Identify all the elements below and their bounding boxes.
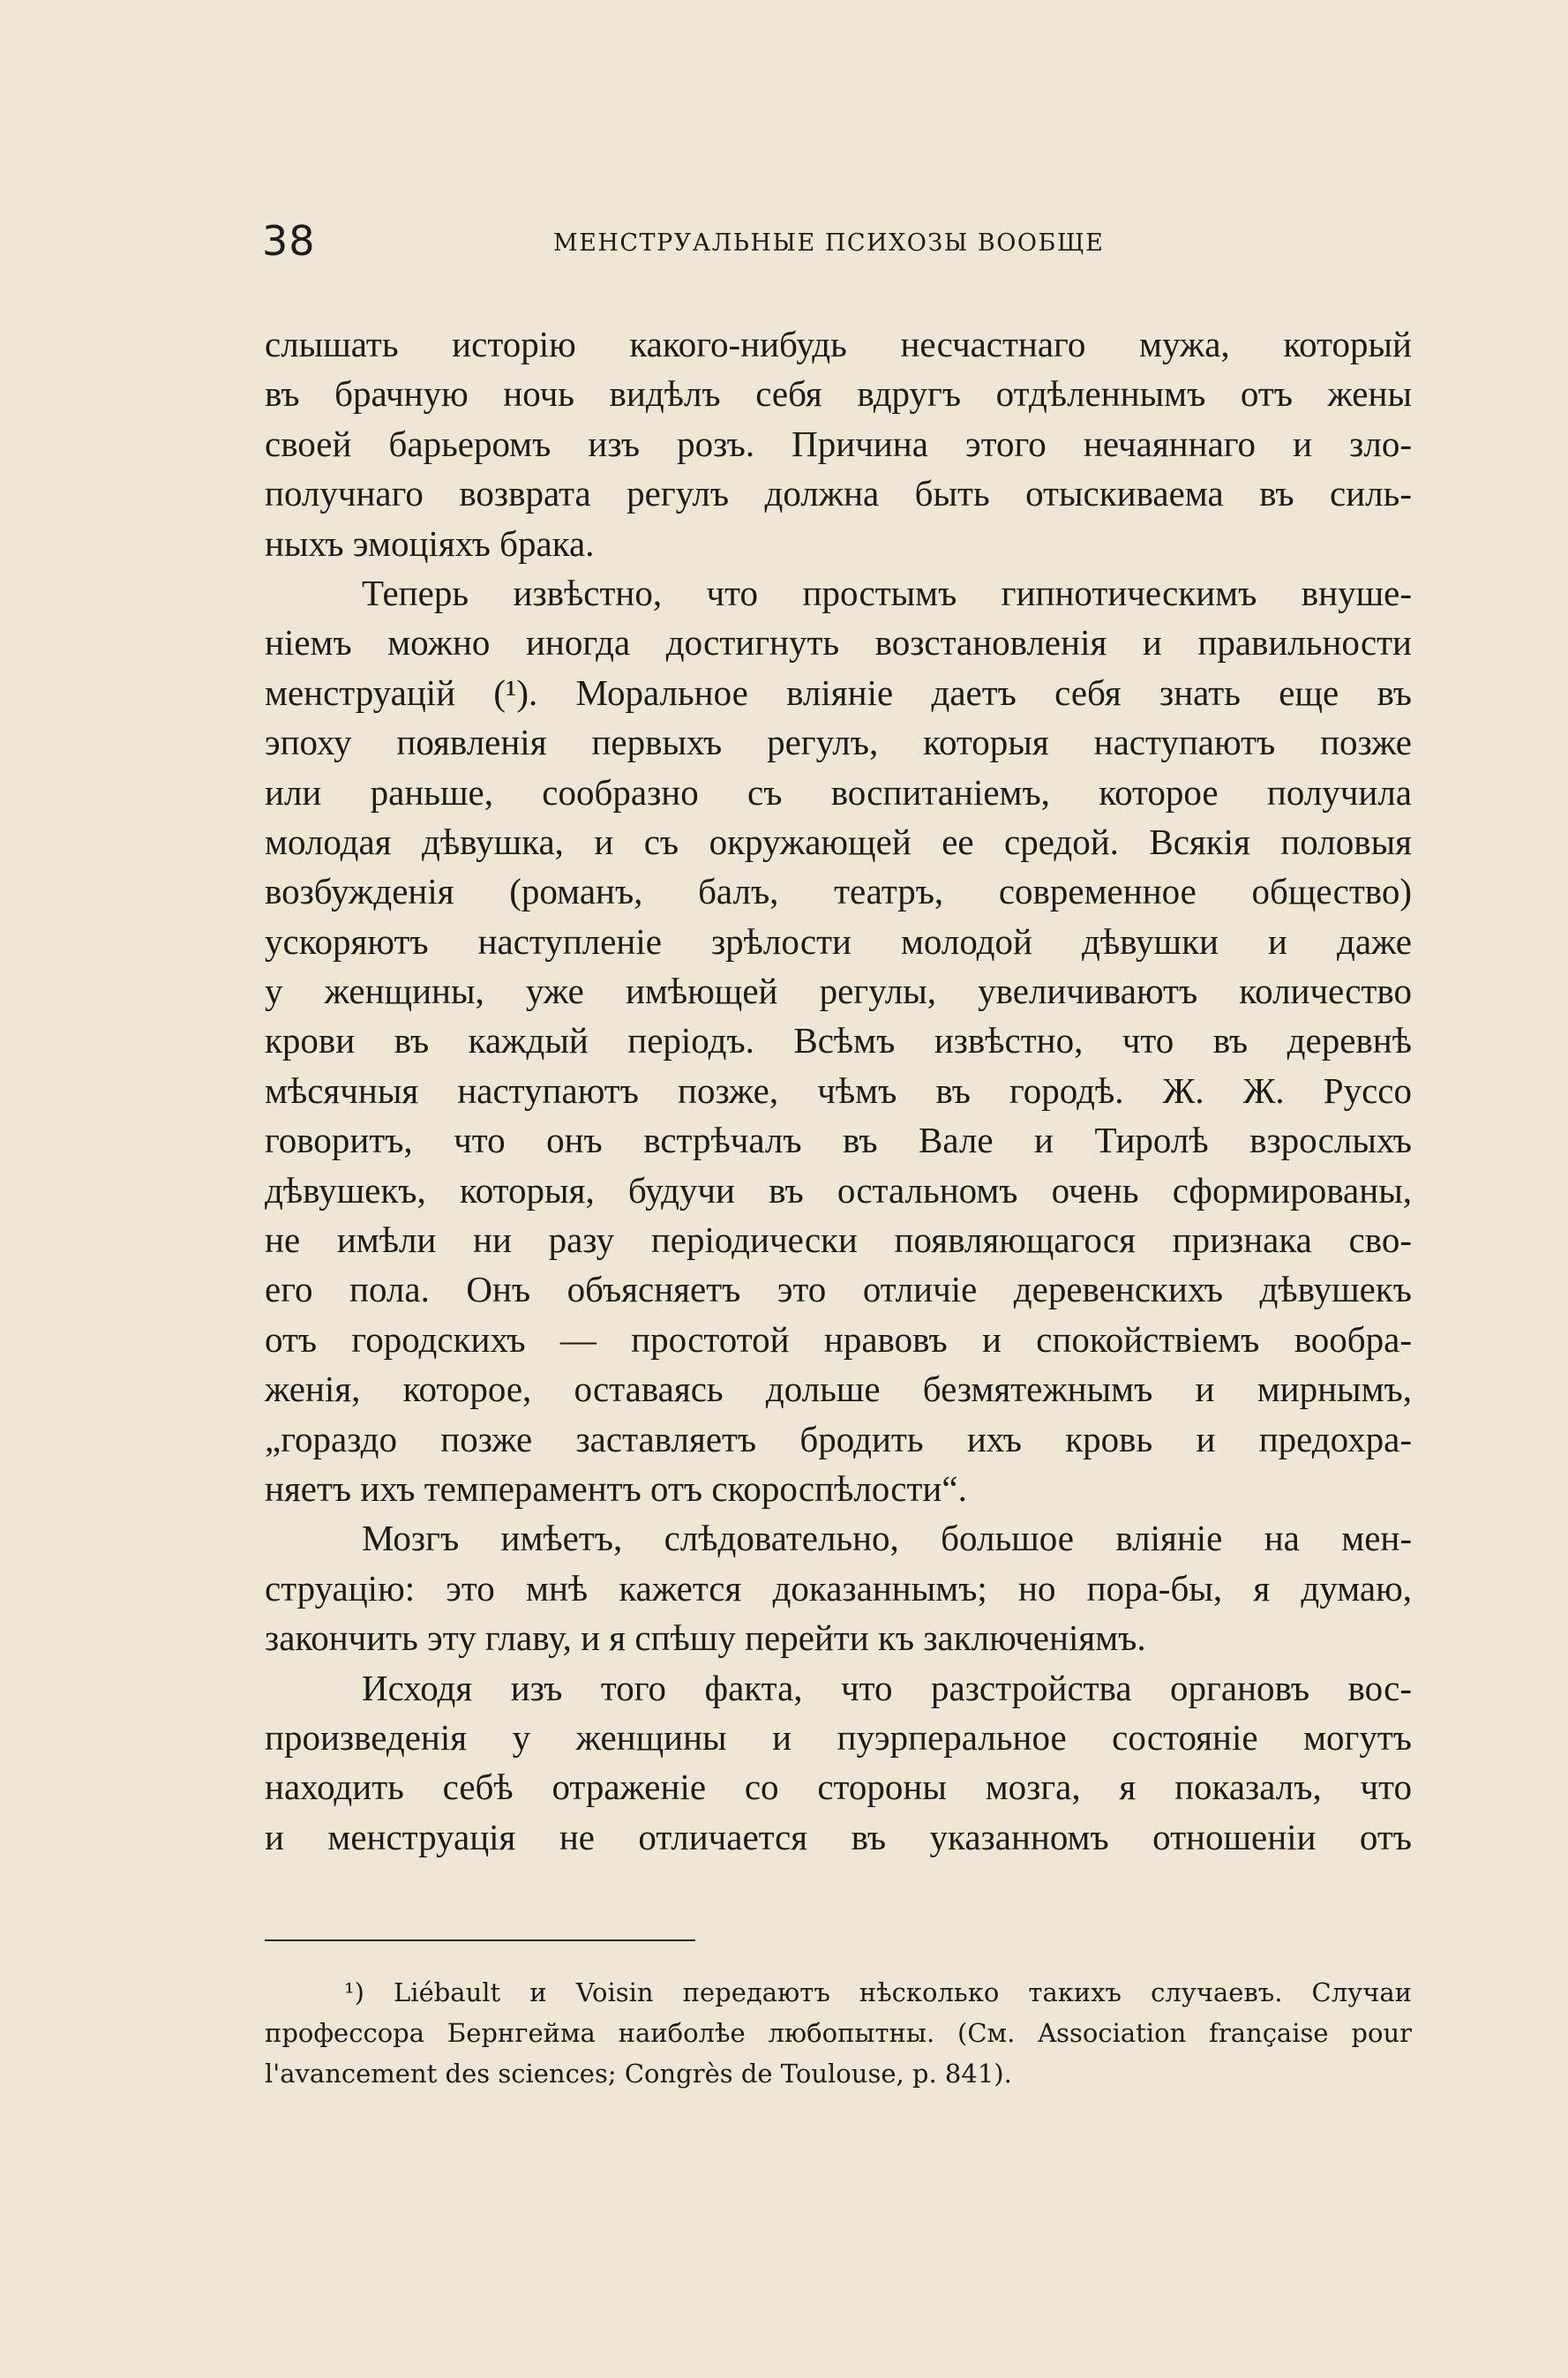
text-line: Теперь извѣстно, что простымъ гипнотическимъ внуше- [362,572,1412,613]
page-header [262,217,1409,270]
text-line: произведенія у женщины и пуэрперальное состояніе могутъ [265,1716,1412,1758]
text-line: въ брачную ночь видѣлъ себя вдругъ отдѣленнымъ отъ жены [265,373,1412,415]
text-line: эпоху появленія первыхъ регулъ, которыя наступаютъ позже [265,722,1412,763]
text-line: мѣсячныя наступаютъ позже, чѣмъ въ городѣ. Ж. Ж. Руссо [265,1069,1412,1111]
text-line: „гораздо позже заставляетъ бродить ихъ кровь и предохра- [265,1418,1412,1459]
text-line: женія, которое, оставаясь дольше безмятежнымъ и мирнымъ, [265,1369,1412,1410]
text-line: говоритъ, что онъ встрѣчалъ въ Вале и Тиролѣ взрослыхъ [265,1120,1412,1161]
text-line: менструацій (¹). Моральное вліяніе даетъ себя знать еще въ [265,671,1412,713]
body-text [265,319,1412,1862]
text-line: ныхъ эмоціяхъ брака. [265,522,595,564]
text-line: и менструація не отличается въ указанномъ отношеніи отъ [265,1816,1412,1857]
text-line: Исходя изъ того факта, что разстройства органовъ вос- [362,1667,1412,1708]
text-line: у женщины, уже имѣющей регулы, увеличиваютъ количество [265,971,1412,1012]
text-line: получнаго возврата регулъ должна быть отыскиваема въ силь- [265,473,1412,514]
text-line: возбужденія (романъ, балъ, театръ, современное общество) [265,871,1412,912]
text-line: ускоряютъ наступленіе зрѣлости молодой дѣвушки и даже [265,920,1412,962]
text-line: закончить эту главу, и я спѣшу перейти къ заключеніямъ. [265,1617,1146,1659]
text-line: няетъ ихъ темпераментъ отъ скороспѣлости“. [265,1467,967,1509]
running-title: МЕНСТРУАЛЬНЫЕ ПСИХОЗЫ ВООБЩЕ [553,229,1105,257]
text-line: ніемъ можно иногда достигнуть возстановленія и правильности [265,622,1412,664]
footnote-line: l'avancement des sciences; Congrès de Toulouse, p. 841). [265,2059,1012,2089]
text-line: дѣвушекъ, которыя, будучи въ остальномъ очень сформированы, [265,1169,1412,1211]
text-line: не имѣли ни разу періодически появляющагося признака сво- [265,1219,1412,1261]
footnote [265,1972,1412,2094]
text-line: своей барьеромъ изъ розъ. Причина этого нечаяннаго и зло- [265,423,1412,464]
text-line: крови въ каждый періодъ. Всѣмъ извѣстно, что въ деревнѣ [265,1020,1412,1061]
footnote-line: профессора Бернгейма наиболѣе любопытны. (См. Association française pour [265,2018,1412,2048]
text-line: Мозгъ имѣетъ, слѣдовательно, большое вліяніе на мен- [362,1518,1412,1559]
text-line: слышать исторію какого-нибудь несчастнаго мужа, который [265,324,1412,364]
text-line: отъ городскихъ — простотой нравовъ и спокойствіемъ вообра- [265,1318,1412,1360]
footnote-divider [265,1939,695,1941]
text-line: его пола. Онъ объясняетъ это отличіе деревенскихъ дѣвушекъ [265,1269,1412,1310]
text-line: или раньше, сообразно съ воспитаніемъ, которое получила [265,771,1412,813]
page-number: 38 [262,217,316,265]
text-line: струацію: это мнѣ кажется доказаннымъ; но пора-бы, я думаю, [265,1567,1412,1609]
text-line: молодая дѣвушка, и съ окружающей ее средой. Всякія половыя [265,821,1412,862]
text-line: находить себѣ отраженіе со стороны мозга, я показалъ, что [265,1767,1412,1808]
footnote-line: ¹) Liébault и Voisin передаютъ нѣсколько такихъ случаевъ. Случаи [344,1977,1412,2007]
